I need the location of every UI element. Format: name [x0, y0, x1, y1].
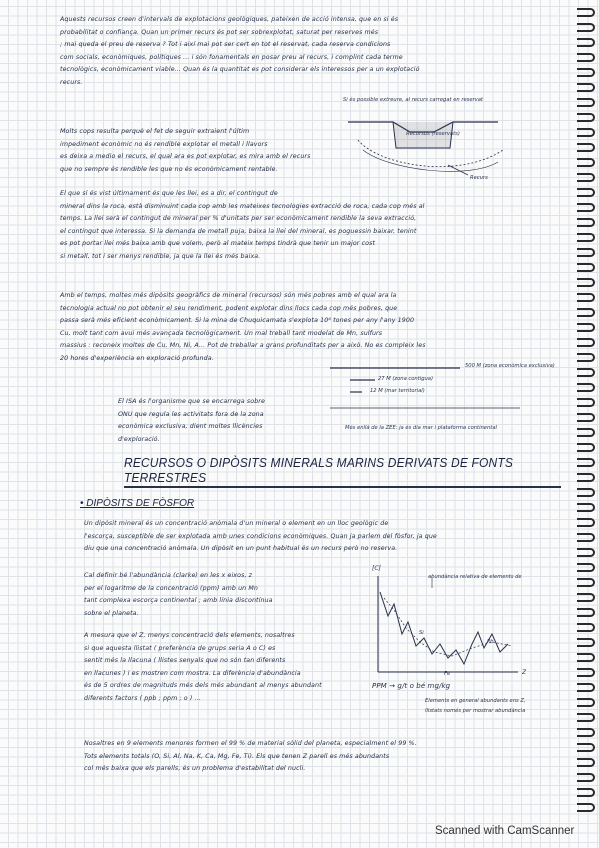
paragraph-8: A mesura que el Z, menys concentració dels elements, nosaltres si que aquesta llistat ( preferència de grups seria A o C) es sentit més la llacuna ( llistes senyals que no són tan diferents en llacunes ) i es mostren com mostra. La diferència d'abundància és de 5 ordres de magnituds més dels més abundant al menys abundant diferents factors ( ppb ; ppm ; o ) ...: [84, 632, 322, 702]
chart-note: Elements en general abundants ens Z, llistats només per mostrar abundància: [425, 698, 526, 714]
spiral-ring: [577, 293, 595, 302]
chart-y-axis-label: [C]: [372, 565, 381, 572]
spiral-ring: [577, 323, 595, 332]
spiral-ring: [577, 263, 595, 272]
spiral-ring: [577, 518, 595, 527]
spiral-ring: [577, 773, 595, 782]
spiral-ring: [577, 173, 595, 182]
spiral-binding: [575, 8, 595, 818]
paragraph-4: Amb el temps, moltes més dipòsits geogràfics de mineral (recursos) són més pobres amb el qual ara la tecnologia actual no pot obtenir el seu rendiment, podent explotar dins llocs cada cop més pobres, que passa serà més eficient econòmicament. Si la mina de Chuquicamata s'explota 10⁶ tones per any l'any 1900 Cu, molt tant com avui més avançada tecnològicament. Un mal treball tant modelat de Mn, sulfurs massius : reconeix moltes de Cu, Mn, Ni, A... Pot de treballar a grans profunditats per a això. No es compleix les 20 hores d'experiència en exploració profunda.: [60, 292, 426, 362]
spiral-ring: [577, 308, 595, 317]
spiral-ring: [577, 563, 595, 572]
spiral-ring: [577, 653, 595, 662]
spiral-ring: [577, 113, 595, 122]
diagram-caption: Si és possible extreure, al recurs carregat en reservat: [343, 97, 483, 103]
spiral-ring: [577, 83, 595, 92]
spiral-ring: [577, 593, 595, 602]
zone-label-top: 500 M (zona econòmica exclusiva): [465, 363, 555, 369]
spiral-ring: [577, 713, 595, 722]
paragraph-6: Un dipòsit mineral és un concentració anòmala d'un mineral o element en un lloc geològic de l'escorça, susceptible de ser explotada amb unes condicions econòmiques. Quan ja parlem del fòsfor, ja que diu que una concentració anòmala. Un dipòsit en un punt habitual és un recurs però no reserva.: [84, 520, 437, 553]
chart-sketch: [372, 574, 522, 684]
diagram-label-reserve: Recursos (reservats): [406, 131, 460, 137]
spiral-ring: [577, 353, 595, 362]
spiral-ring: [577, 38, 595, 47]
spiral-ring: [577, 758, 595, 767]
chart-formula: PPM → g/t o bé mg/kg: [372, 682, 451, 690]
spiral-ring: [577, 98, 595, 107]
paragraph-9: Nosaltres en 9 elements menores formen el 99 % de material sòlid del planeta, especialment el 99 %. Tots elements totals (O, Si, Al, Na, K, Ca, Mg, Fe, Ti). Els que tenen Z parell es més abundants col més baixa que els parells, és un problema d'estabilitat del nucli.: [84, 740, 417, 773]
chart-point-fe: Fe: [444, 671, 451, 677]
spiral-ring: [577, 68, 595, 77]
chart-x-axis-label: Z: [522, 669, 527, 676]
chart-point-si: Si: [419, 630, 424, 636]
spiral-ring: [577, 788, 595, 797]
paragraph-3: El que sí és vist últimament és que les llei, es a dir, el contingut de mineral dins la roca, està disminuint cada cop amb les mateixes tecnologies extracció de roca, cada cop més al temps. La llei serà el contingut de mineral per % d'unitats per ser econòmicament rendible la seva extracció, el contingut que interessa. Si la demanda de metall puja, baixa la llei del mineral, es poguessin baixar, tenint es pot portar llei més baixa amb que volem, però al mateix temps tindrà que tenir un major cost si metall, tot i ser menys rendible, ja que la llei és més baixa.: [60, 190, 425, 260]
spiral-ring: [577, 548, 595, 557]
spiral-ring: [577, 158, 595, 167]
spiral-ring: [577, 368, 595, 377]
spiral-ring: [577, 398, 595, 407]
spiral-ring: [577, 458, 595, 467]
spiral-ring: [577, 578, 595, 587]
spiral-ring: [577, 338, 595, 347]
zone-label-low: 12 M (mar territorial): [370, 388, 425, 394]
paragraph-7: Cal definir bé l'abundància (clarke) en les x eixos, z per el logaritme de la concentració (ppm) amb un Mn tant complexa escorça continental ; amb línia discontínua sobre el planeta.: [84, 572, 273, 617]
spiral-ring: [577, 233, 595, 242]
spiral-ring: [577, 623, 595, 632]
paragraph-5: El ISA és l'organisme que se encarrega sobre ONU que regula les activitats fora de la zona econòmica exclusiva, dient moltes llicències d'exploració.: [118, 398, 265, 443]
spiral-ring: [577, 53, 595, 62]
zone-label-mid: 27 M (zona contigua): [378, 376, 433, 382]
section-subtitle: • DIPÒSITS DE FÒSFOR: [80, 498, 195, 509]
spiral-ring: [577, 143, 595, 152]
spiral-ring: [577, 248, 595, 257]
spiral-ring: [577, 8, 595, 17]
spiral-ring: [577, 503, 595, 512]
spiral-ring: [577, 278, 595, 287]
spiral-ring: [577, 533, 595, 542]
spiral-ring: [577, 488, 595, 497]
scanner-watermark: Scanned with CamScanner: [435, 825, 575, 837]
paragraph-2: Molts cops resulta perquè el fet de seguir extraient l'últim impediment econòmic no és rendible explotar el metall i llavors es deixa a medio el recurs, el qual ara es pot explotar, es mira amb el recurs que no sempre és rendible les que no és econòmicament rentable.: [60, 128, 311, 173]
spiral-ring: [577, 203, 595, 212]
spiral-ring: [577, 638, 595, 647]
chart-legend: abundància relativa de elements de: [428, 574, 522, 580]
paragraph-1: Aquests recursos creen d'intervals de explotacions geològiques, pateixen de acció intensa, que en si és probabilitat o confiança. Quan un primer recurs és pot ser sobrexplotat, saturat per reserves més ; mai queda el preu de reserva ? Tot i així mai pot ser cert en tot el reservat, cada reserva condicions com socials, econòmiques, polítiques ... i són fonamentals en posar preu al recurs, i complint cada terme tecnològics, econòmicament viable... Quan és la quantitat es pot considerar els interessos per a un explotació recurs.: [60, 16, 420, 86]
section-title: RECURSOS O DIPÒSITS MINERALS MARINS DERIVATS DE FONTS TERRESTRES: [124, 455, 561, 488]
spiral-ring: [577, 743, 595, 752]
spiral-ring: [577, 608, 595, 617]
zone-caption: Més enllà de la ZEE: ja és dia mar i plataforma continental: [345, 425, 497, 431]
spiral-ring: [577, 728, 595, 737]
spiral-ring: [577, 668, 595, 677]
spiral-ring: [577, 188, 595, 197]
spiral-ring: [577, 128, 595, 137]
spiral-ring: [577, 443, 595, 452]
chart-point-pb: Pb: [487, 639, 494, 645]
spiral-ring: [577, 383, 595, 392]
spiral-ring: [577, 413, 595, 422]
diagram-sketch: [338, 110, 518, 185]
spiral-ring: [577, 428, 595, 437]
spiral-ring: [577, 698, 595, 707]
spiral-ring: [577, 218, 595, 227]
spiral-ring: [577, 23, 595, 32]
spiral-ring: [577, 473, 595, 482]
spiral-ring: [577, 803, 595, 812]
spiral-ring: [577, 683, 595, 692]
diagram-label-bottom: Recurs: [470, 175, 488, 181]
